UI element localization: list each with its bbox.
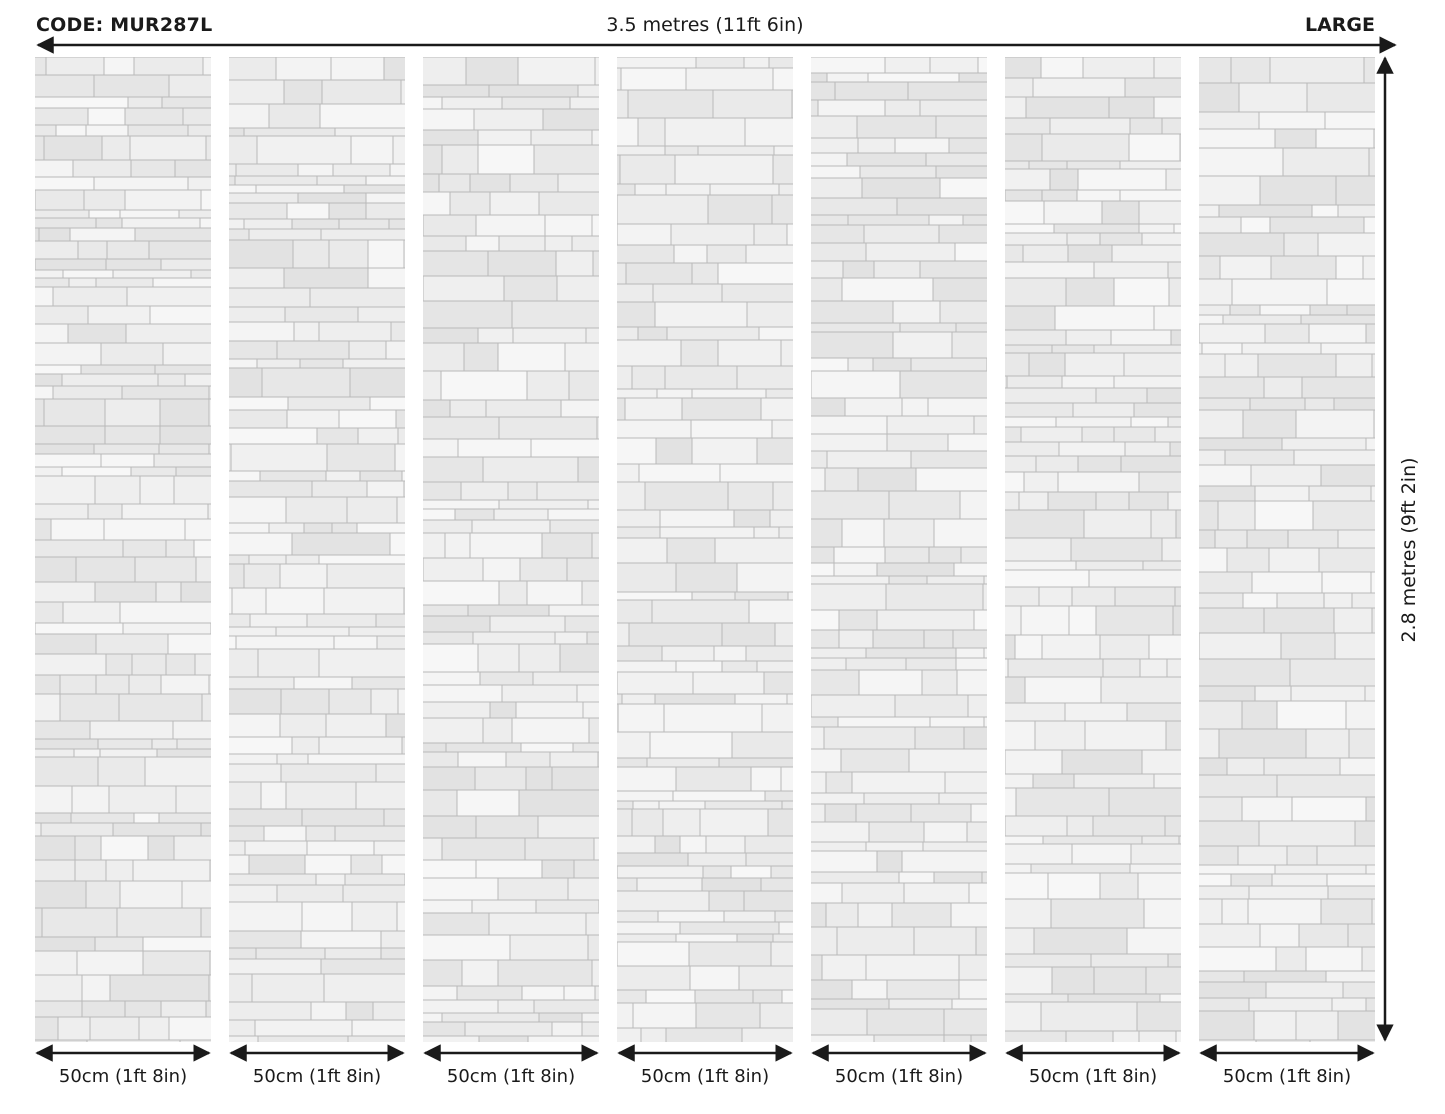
wallpaper-panel (811, 57, 987, 1042)
total-width-label: 3.5 metres (11ft 6in) (606, 14, 804, 36)
size-label: LARGE (1304, 14, 1375, 36)
wallpaper-panel (423, 57, 599, 1042)
panel-width-label: 50cm (1ft 8in) (58, 1066, 188, 1087)
product-code: CODE: MUR287L (36, 14, 213, 36)
panel-width-label: 50cm (1ft 8in) (640, 1066, 770, 1087)
wallpaper-panel (229, 57, 405, 1042)
wallpaper-panel (617, 57, 793, 1042)
height-label: 2.8 metres (9ft 2in) (1398, 457, 1420, 643)
wallpaper-panel (35, 57, 211, 1042)
wallpaper-panel (1199, 57, 1375, 1042)
panel-width-label: 50cm (1ft 8in) (446, 1066, 576, 1087)
panel-width-label: 50cm (1ft 8in) (1028, 1066, 1158, 1087)
wallpaper-panel (1005, 57, 1181, 1042)
panel-width-label: 50cm (1ft 8in) (834, 1066, 964, 1087)
panel-width-label: 50cm (1ft 8in) (1222, 1066, 1352, 1087)
panel-width-label: 50cm (1ft 8in) (252, 1066, 382, 1087)
